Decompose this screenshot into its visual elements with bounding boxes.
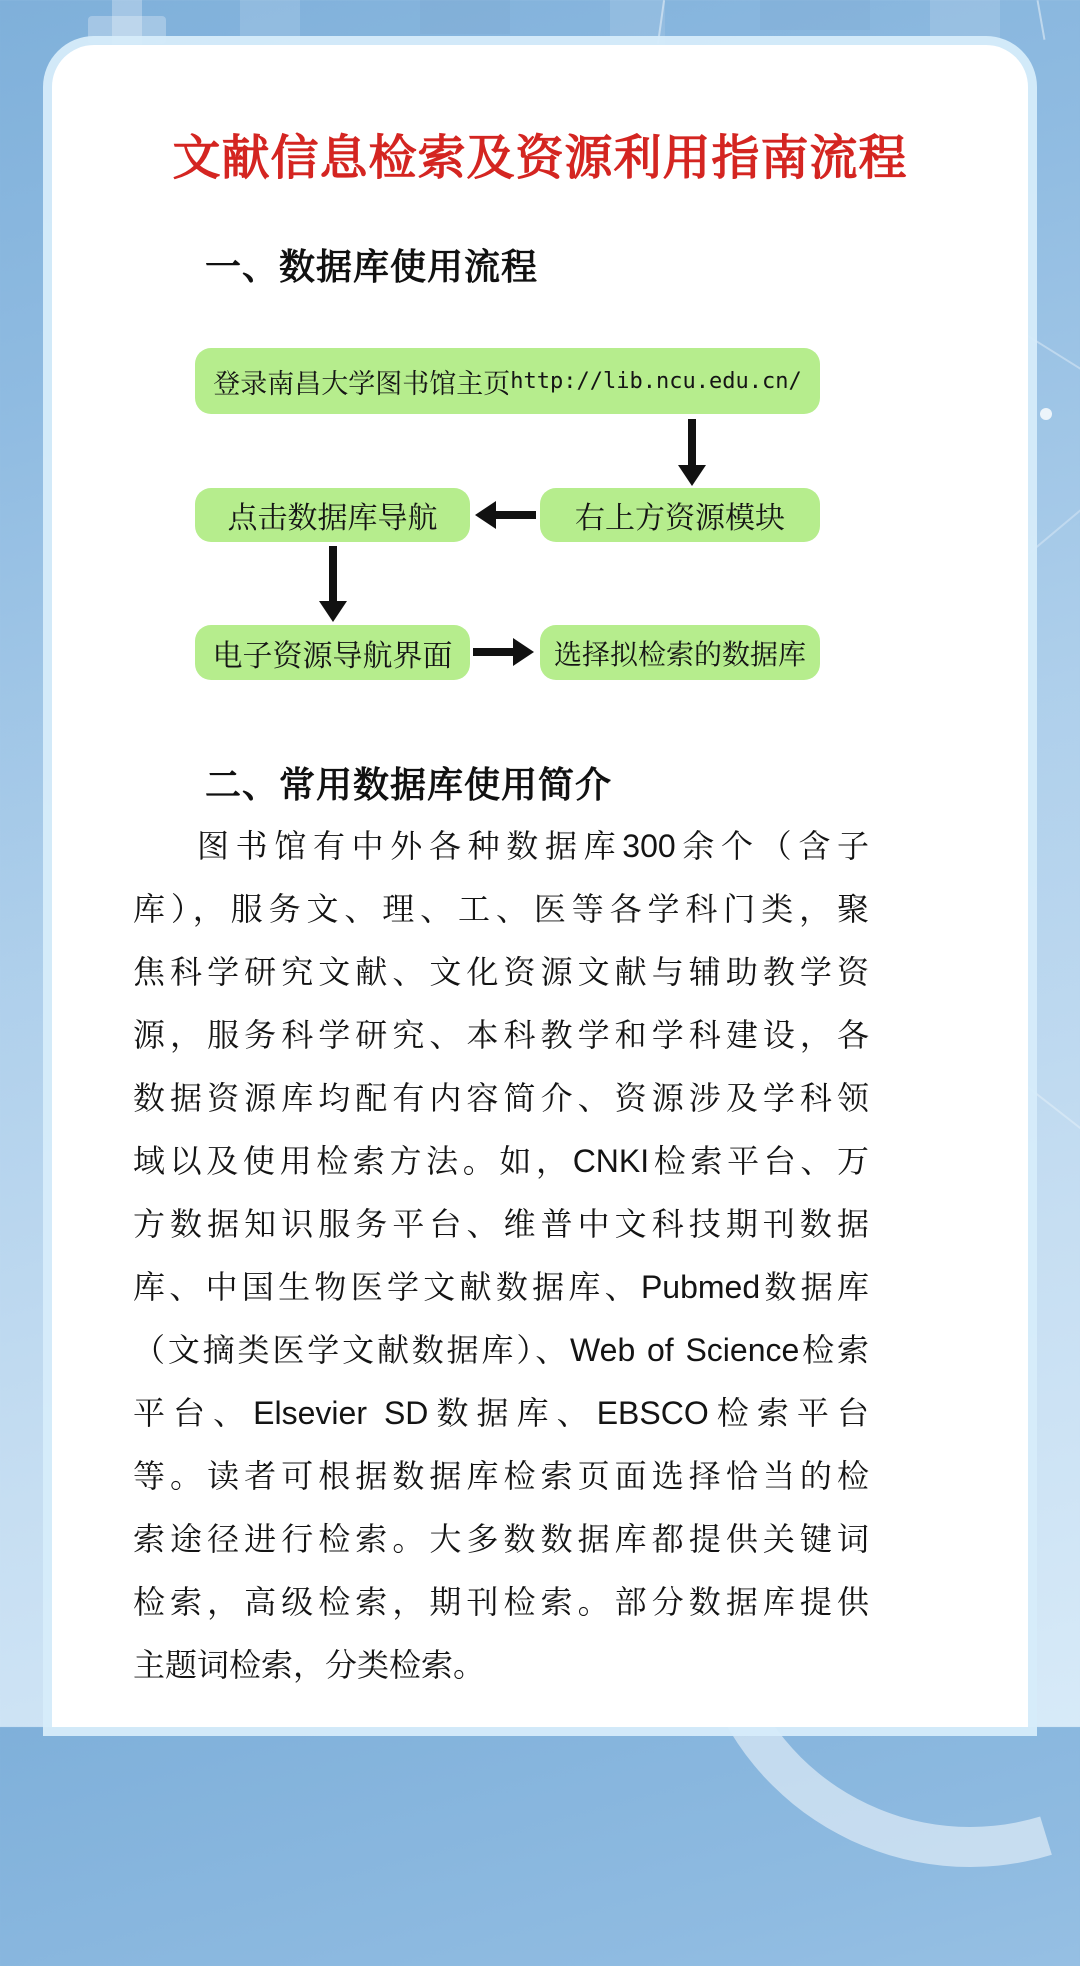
page-title: 文献信息检索及资源利用指南流程 [172, 132, 908, 185]
flow-box-resource-module: 右上方资源模块 [540, 488, 820, 542]
paragraph-line: （文摘类医学文献数据库）、Web of Science检索 [133, 1332, 869, 1368]
paragraph-line: 域以及使用检索方法。如，CNKI检索平台、万 [133, 1143, 869, 1179]
section2-paragraph [133, 815, 869, 1697]
bg-plus-icon [88, 16, 166, 44]
bg-city-block [240, 0, 300, 46]
section2-heading: 二、常用数据库使用简介 [205, 764, 613, 805]
bg-wire-line [1037, 0, 1046, 40]
bg-dot [1040, 408, 1052, 420]
paragraph-line: 数据资源库均配有内容简介、资源涉及学科领 [133, 1080, 869, 1116]
arrow-right-icon [473, 638, 534, 666]
paragraph-line: 源，服务科学研究、本科教学和学科建设，各 [133, 1017, 869, 1053]
arrow-left-icon [475, 501, 536, 529]
paragraph-line: 图书馆有中外各种数据库300余个（含子 [197, 828, 869, 864]
paragraph-line: 检索，高级检索，期刊检索。部分数据库提供 [133, 1584, 869, 1620]
paragraph-line: 方数据知识服务平台、维普中文科技期刊数据 [133, 1206, 869, 1242]
paragraph-line: 索途径进行检索。大多数数据库都提供关键词 [133, 1521, 869, 1557]
flow-box-login-homepage [195, 348, 820, 414]
bg-city-block [420, 0, 510, 34]
paragraph-line: 等。读者可根据数据库检索页面选择恰当的检 [133, 1458, 869, 1494]
bg-city-block [760, 0, 870, 30]
flow-box-click-database-nav: 点击数据库导航 [195, 488, 470, 542]
bg-wire-line [657, 0, 665, 44]
arrow-down-icon [319, 546, 347, 622]
paragraph-line: 库、中国生物医学文献数据库、Pubmed数据库 [133, 1269, 869, 1305]
paragraph-line: 平台、Elsevier SD数据库、EBSCO检索平台 [133, 1395, 869, 1431]
paragraph-line: 主题词检索，分类检索。 [133, 1647, 486, 1683]
flow-box-login-text: 登录南昌大学图书馆主页 [213, 368, 511, 399]
arrow-down-icon [678, 419, 706, 486]
paragraph-line: 焦科学研究文献、文化资源文献与辅助教学资 [133, 954, 869, 990]
library-homepage-url: http://lib.ncu.edu.cn/ [510, 368, 802, 394]
content-card [52, 45, 1028, 1727]
bg-city-block [610, 0, 665, 50]
paragraph-line: 库），服务文、理、工、医等各学科门类，聚 [133, 891, 869, 927]
section1-heading: 一、数据库使用流程 [205, 246, 539, 287]
flow-box-eresource-nav-ui: 电子资源导航界面 [195, 625, 470, 680]
flow-box-select-database: 选择拟检索的数据库 [540, 625, 820, 680]
